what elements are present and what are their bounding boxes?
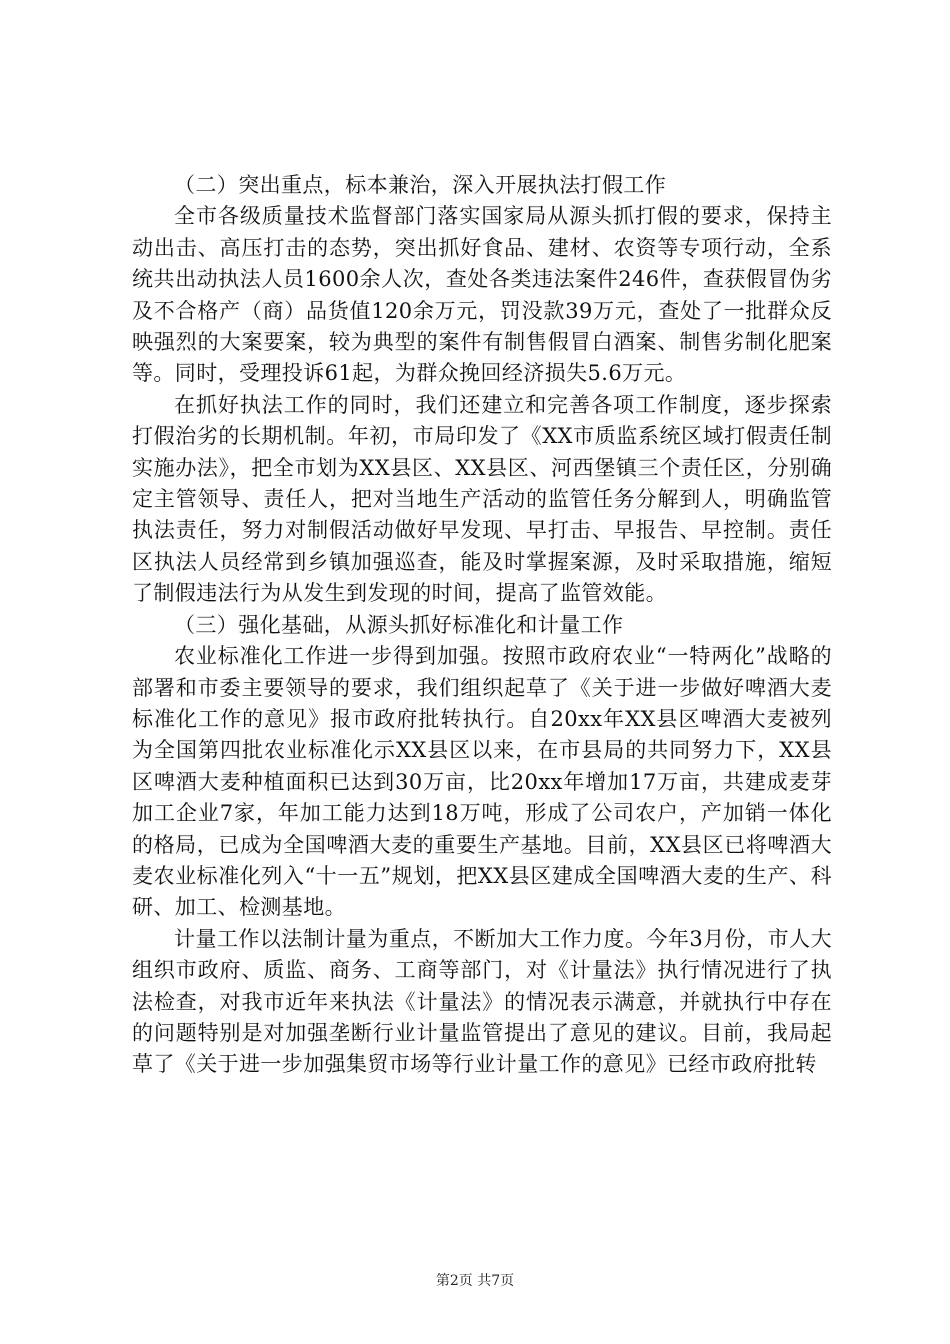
paragraph-metrology: 计量工作以法制计量为重点，不断加大工作力度。今年3月份，市人大组织市政府、质监、商务、工商等部门，对《计量法》执行情况进行了执法检查，对我市近年来执法《计量法》的情况表示满意，并就执行中存在的问题特别是对加强垄断行业计量监管提出了意见的建议。目前，我局起草了《关于进一步加强集贸市场等行业计量工作的意见》已经市政府批转 <box>132 926 832 1077</box>
section-heading-2: （二）突出重点，标本兼治，深入开展执法打假工作 <box>174 173 667 197</box>
paragraph-enforcement: 全市各级质量技术监督部门落实国家局从源头抓打假的要求，保持主动出击、高压打击的态势，突出抓好食品、建材、农资等专项行动，全系统共出动执法人员1600余人次，查处各类违法案件246件，查获假冒伪劣及不合格产（商）品货值120余万元，罚没款39万元，查处了一批群众反映强烈的大案要案，较为典型的案件有制售假冒白酒案、制售劣制化肥案等。同时，受理投诉61起，为群众挽回经济损失5.6万元。 <box>132 204 832 386</box>
paragraph-standardization: 农业标准化工作进一步得到加强。按照市政府农业“一特两化”战略的部署和市委主要领导的要求，我们组织起草了《关于进一步做好啤酒大麦标准化工作的意见》报市政府批转执行。自20xx年XX县区啤酒大麦被列为全国第四批农业标准化示XX县区以来，在市县局的共同努力下，XX县区啤酒大麦种植面积已达到30万亩，比20xx年增加17万亩，共建成麦芽加工企业7家，年加工能力达到18万吨，形成了公司农户，产加销一体化的格局，已成为全国啤酒大麦的重要生产基地。目前，XX县区已将啤酒大麦农业标准化列入“十一五”规划，把XX县区建成全国啤酒大麦的生产、科研、加工、检测基地。 <box>132 644 832 920</box>
paragraph-mechanism: 在抓好执法工作的同时，我们还建立和完善各项工作制度，逐步探索打假治劣的长期机制。年初，市局印发了《XX市质监系统区域打假责任制实施办法》，把全市划为XX县区、XX县区、河西堡镇三个责任区，分别确定主管领导、责任人，把对当地生产活动的监管任务分解到人，明确监管执法责任，努力对制假活动做好早发现、早打击、早报告、早控制。责任区执法人员经常到乡镇加强巡查，能及时掌握案源，及时采取措施，缩短了制假违法行为从发生到发现的时间，提高了监管效能。 <box>132 392 832 606</box>
section-heading-3: （三）强化基础，从源头抓好标准化和计量工作 <box>174 612 624 637</box>
page-number-footer: 第2页 共7页 <box>435 1273 515 1289</box>
document-body <box>132 170 832 1081</box>
